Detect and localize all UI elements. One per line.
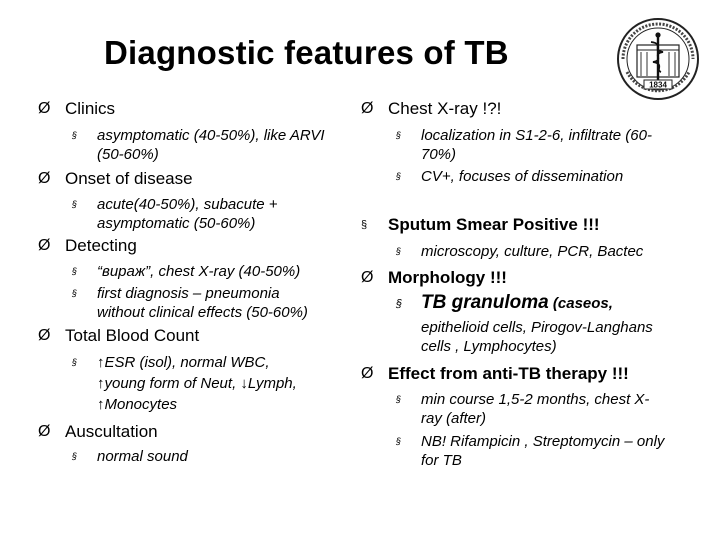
- square-bullet-icon: §: [396, 171, 402, 181]
- slide: Diagnostic features of TB 1834 Ø Clinics § asymptomatic (40-50%), like ARVI (50-60%) Ø Onset of disease § acute(40-50%), subacute + asymptomatic (50-60%) Ø Detecting § “вираж”, chest X-ray (40-50%) § first diagnosis – pneumonia without clinical effects (50-60%) Ø Total Blood Count § ↑ESR (isol), normal WBC, ↑young form of Neut, ↓Lymph, ↑Monocytes Ø Auscultation § normal sound Ø Chest X-ray !?! § localization in S1-2-6, infiltrate (60- 70%) § CV+, focuses of dissemination § Sputum Smear Positive !!! § microscopy, culture, PCR, Bactec Ø Morphology !!! § TB granuloma (caseos, epithelioid cells, Pirogov-Langhans cells , Lymphocytes) Ø Effect from anti-TB therapy !!! § min course 1,5-2 months, chest X- ray (after) § NB! Rifampicin , Streptomycin – only for TB: [0, 0, 720, 540]
- square-bullet-icon: §: [396, 130, 402, 140]
- square-bullet-icon: §: [396, 394, 402, 404]
- square-bullet-icon: §: [72, 288, 78, 298]
- arrow-bullet-icon: Ø: [361, 365, 374, 382]
- arrow-bullet-icon: Ø: [38, 423, 51, 440]
- therapy-effect-detail-course: § min course 1,5-2 months, chest X- ray (after): [396, 391, 650, 427]
- slide-title: Diagnostic features of TB: [104, 34, 509, 71]
- auscultation-detail: § normal sound: [72, 448, 188, 465]
- square-bullet-icon: §: [72, 451, 78, 461]
- square-bullet-icon: §: [396, 298, 403, 310]
- arrow-bullet-icon: Ø: [38, 327, 51, 344]
- arrow-bullet-icon: Ø: [361, 269, 374, 286]
- square-bullet-icon: §: [361, 219, 368, 231]
- blood-count-detail: § ↑ESR (isol), normal WBC, ↑young form of Neut, ↓Lymph, ↑Monocytes: [72, 354, 297, 413]
- square-bullet-icon: §: [72, 130, 78, 140]
- arrow-bullet-icon: Ø: [38, 237, 51, 254]
- square-bullet-icon: §: [72, 357, 78, 367]
- arrow-bullet-icon: Ø: [38, 170, 51, 187]
- chest-xray-detail-localization: § localization in S1-2-6, infiltrate (60- 70%): [396, 127, 652, 163]
- arrow-bullet-icon: Ø: [38, 100, 51, 117]
- square-bullet-icon: §: [72, 266, 78, 276]
- square-bullet-icon: §: [396, 246, 402, 256]
- square-bullet-icon: §: [396, 436, 402, 446]
- square-bullet-icon: §: [72, 199, 78, 209]
- clinics-detail: § asymptomatic (40-50%), like ARVI (50-60%): [72, 127, 325, 163]
- university-seal-logo: [611, 16, 705, 102]
- detecting-detail-diagnosis: § first diagnosis – pneumonia without clinical effects (50-60%): [72, 285, 308, 321]
- detecting-detail-xray: § “вираж”, chest X-ray (40-50%): [72, 263, 301, 280]
- onset-detail: § acute(40-50%), subacute + asymptomatic (50-60%): [72, 196, 278, 232]
- morphology-detail: § TB granuloma (caseos, epithelioid cells, Pirogov-Langhans cells , Lymphocytes): [396, 292, 653, 355]
- therapy-effect-detail-nb: § NB! Rifampicin , Streptomycin – only for TB: [396, 433, 665, 469]
- logo-year: 1834: [649, 80, 667, 90]
- chest-xray-detail-cv: § CV+, focuses of dissemination: [396, 168, 624, 185]
- sputum-detail: § microscopy, culture, PCR, Bactec: [396, 243, 644, 260]
- arrow-bullet-icon: Ø: [361, 100, 374, 117]
